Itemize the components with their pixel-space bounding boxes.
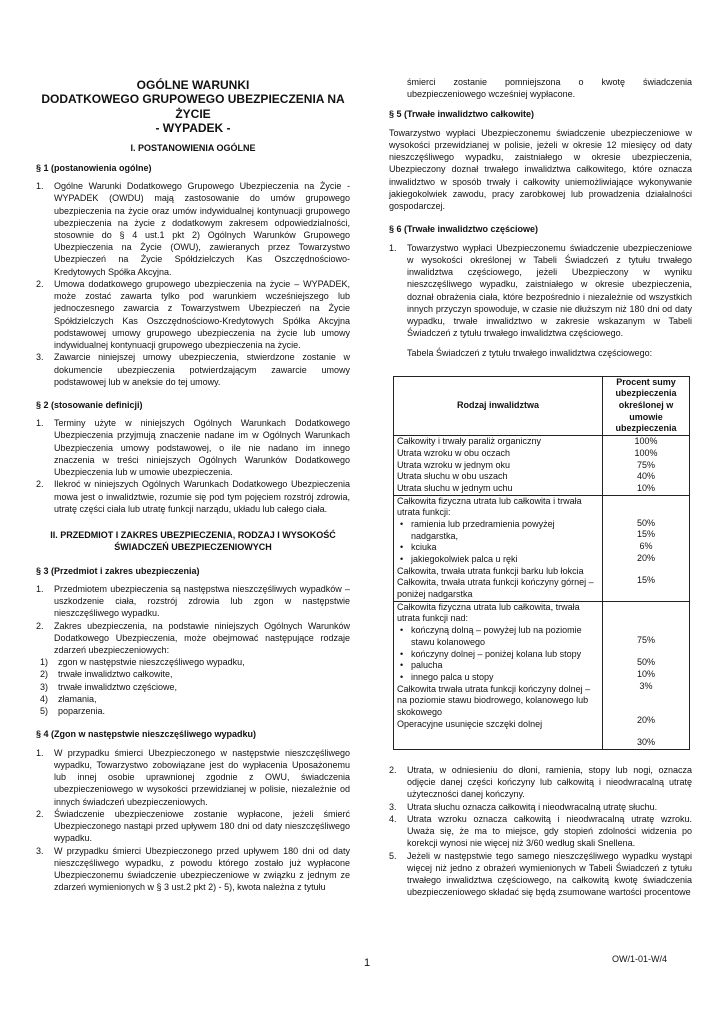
chapter-heading-2 bbox=[36, 529, 350, 553]
list-item: 2. Ilekroć w niniejszych Ogólnych Warunkach Dodatkowego Ubezpieczenia mowa jest o inwalidztwie, rozumie się pod tym pojęciem rozstrój zdrowia, utratę części ciała lub utratę funkcji narządu, układu lub całego ciała. bbox=[36, 479, 350, 514]
section-heading-3: § 3 (Przedmiot i zakres ubezpieczenia) bbox=[36, 565, 200, 576]
list-item: 2. Zakres ubezpieczenia, na podstawie niniejszych Ogólnych Warunków Dodatkowego Ubezpieczenia, może obejmować następujące rodzaje zdarzeń ubezpieczeniowych: bbox=[36, 620, 350, 655]
list-item: 1) zgon w następstwie nieszczęśliwego wypadku, bbox=[40, 657, 245, 668]
table-row bbox=[394, 601, 690, 749]
table-row bbox=[394, 436, 690, 495]
document-code: OW/1-01-W/4 bbox=[612, 954, 668, 964]
table-cell-percent: 100% 100% 75% 40% 10% bbox=[603, 436, 690, 495]
table-header-row bbox=[394, 376, 690, 435]
section-6-list-continued bbox=[389, 764, 692, 899]
table-header-cell: Procent sumy ubezpieczenia określonej w umowie ubezpieczenia bbox=[603, 376, 690, 435]
list-item: 2. Świadczenie ubezpieczeniowe zostanie wypłacone, jeżeli śmierć Ubezpieczonego nastąpi przed upływem 180 dni od daty nieszczęśliwego wypadku. bbox=[36, 808, 350, 844]
chapter-heading-1: I. POSTANOWIENIA OGÓLNE bbox=[130, 142, 256, 153]
list-item: 1. Terminy użyte w niniejszych Ogólnych Warunkach Dodatkowego Ubezpieczenia przyjmują znaczenie nadane im w Ogólnych Warunkach Ubezpieczenia umowy podstawowej, o ile nie nadano im innego znaczenia w treści niniejszych Ogólnych Warunków Dodatkowego Ubezpieczenia lub w umowie ubezpieczenia. bbox=[36, 418, 350, 478]
right-column bbox=[389, 76, 692, 898]
list-item: 3. Zawarcie niniejszej umowy ubezpieczenia, stwierdzone zostanie w dokumencie ubezpieczenia potwierdzającym zawarcie umowy podstawowej lub w aneksie do tej umowy. bbox=[36, 352, 350, 387]
list-item: 5. Jeżeli w następstwie tego samego nieszczęśliwego wypadku wystąpi więcej niż jedno z obrażeń wymienionych w Tabeli Świadczeń z tytułu trwałego inwalidztwa częściowego, na całkowitą kwotę świadczenia ubezpieczeniowego składać się będą zsumowane wartości procentowe bbox=[389, 850, 692, 898]
section-heading-6: § 6 (Trwałe inwalidztwo częściowe) bbox=[389, 224, 539, 235]
section-2-list bbox=[36, 417, 350, 515]
left-column bbox=[36, 78, 350, 893]
table-cell-percent: 75% 50% 10% 3% 20% 30% bbox=[603, 601, 690, 749]
section-4-list bbox=[36, 747, 350, 894]
document-title-line4: - WYPADEK - bbox=[155, 121, 231, 136]
section-3-sublist bbox=[36, 656, 350, 717]
list-item: 3) trwałe inwalidztwo częściowe, bbox=[40, 681, 178, 692]
section-heading-4: § 4 (Zgon w następstwie nieszczęśliwego wypadku) bbox=[36, 729, 257, 740]
page-number: 1 bbox=[364, 957, 371, 969]
list-item: 1. W przypadku śmierci Ubezpieczonego w następstwie nieszczęśliwego wypadku, Towarzystwo zobowiązane jest do wypłacenia Uposażonemu lub innej osobie uprawnionej zgodnie z OWU, świadczenia ubezpieczeniowego w wysokości przewidzianej w polisie, niezależnie od innych świadczeń ubezpieczeniowych. bbox=[36, 747, 350, 807]
list-item: 1. Towarzystwo wypłaci Ubezpieczonemu świadczenie ubezpieczeniowe w wysokości określonej w Tabeli Świadczeń z tytułu trwałego inwalidztwa częściowego, jeżeli Ubezpieczony w wyniku nieszczęśliwego wypadku, zaistniałego w okresie ubezpieczenia, doznał obrażenia ciała, które bezpośrednio i niezależnie od wszystkich innych przyczyn spowoduje, w czasie nie dłuższym niż 180 dni od daty wypadku, trwałe inwalidztwo w zakresie wskazanym w Tabeli Świadczeń z tytułu trwałego inwalidztwa częściowego. bbox=[389, 242, 692, 339]
table-caption: Tabela Świadczeń z tytułu trwałego inwalidztwa częściowego: bbox=[407, 348, 653, 359]
table-cell-percent: 50% 15% 6% 20% 15% bbox=[603, 495, 690, 601]
section-1-list bbox=[36, 180, 350, 388]
table-cell-type: Całkowita fizyczna utrata lub całkowita i trwała utrata funkcji: • ramienia lub przedramienia powyżej nadgarstka, • kciuka • jakiegokolwiek palca u ręki Całkowita, trwała utrata funkcji barku lub łokcia Całkowita, trwała utrata funkcji kończyny górnej – poniżej nadgarstka bbox=[394, 495, 603, 601]
list-item: 2) trwałe inwalidztwo całkowite, bbox=[40, 669, 173, 680]
section-heading-5: § 5 (Trwałe inwalidztwo całkowite) bbox=[389, 109, 535, 120]
section-3-list bbox=[36, 583, 350, 656]
section-4-continuation bbox=[389, 76, 692, 100]
list-item: 1. Ogólne Warunki Dodatkowego Grupowego Ubezpieczenia na Życie - WYPADEK (OWDU) mają zastosowanie do umów grupowego ubezpieczenia na życie oraz umów indywidualnej kontynuacji grupowego ubezpieczenia na życie z dodatkowym zakresem odpowiedzialności, stosownie do § 4 ust.1 pkt 2) Ogólnych Warunków Grupowego Ubezpieczenia na Życie (OWU), zawieranych przez Towarzystwo Ubezpieczeń na Życie Spółdzielczych Kas Oszczędnościowo-Kredytowych Spółka Akcyjna. bbox=[36, 181, 350, 277]
list-item: 4. Utrata wzroku oznacza całkowitą i nieodwracalną utratę wzroku. Uważa się, że ma to miejsce, gdy stopień zdolności widzenia po korekcji wynosi nie więcej niż 3/60 według skali Snellena. bbox=[389, 813, 692, 849]
table-cell-type: Całkowity i trwały paraliż organiczny Utrata wzroku w obu oczach Utrata wzroku w jednym oku Utrata słuchu w obu uszach Utrata słuchu w jednym uchu bbox=[394, 436, 603, 495]
table-cell-type: Całkowita fizyczna utrata lub całkowita, trwała utrata funkcji nad: • kończyną dolną – powyżej lub na poziomie stawu kolanowego • kończyny dolnej – poniżej kolana lub stopy • palucha • innego palca u stopy Całkowita trwała utrata funkcji kończyny dolnej – na poziomie stawu biodrowego, kolanowego lub skokowego Operacyjne usunięcie szczęki dolnej bbox=[394, 601, 603, 749]
list-item: 2. Umowa dodatkowego grupowego ubezpieczenia na życie – WYPADEK, może zostać zawarta tylko pod warunkiem wcześniejszego lub jednoczesnego zawarcia z Towarzystwem Ubezpieczeń na Życie Spółdzielczych Kas Oszczędnościowo-Kredytowych Spółka Akcyjna podstawowej umowy grupowego ubezpieczenia na życie lub umowy indywidualnej kontynuacji grupowego ubezpieczenia na życie. bbox=[36, 278, 350, 351]
section-heading-1: § 1 (postanowienia ogólne) bbox=[36, 162, 152, 173]
table-header-cell: Rodzaj inwalidztwa bbox=[394, 376, 603, 435]
chapter-heading-2-line1: II. PRZEDMIOT I ZAKRES UBEZPIECZENIA, RODZAJ I WYSOKOŚĆ bbox=[50, 530, 336, 541]
table-row bbox=[394, 495, 690, 601]
list-item: 1. Przedmiotem ubezpieczenia są następstwa nieszczęśliwych wypadków – uszkodzenie ciała, rozstrój zdrowia lub zgon w następstwie nieszczęśliwego wypadku. bbox=[36, 583, 350, 619]
section-5-text: Towarzystwo wypłaci Ubezpieczonemu świadczenie ubezpieczeniowe w wysokości przewidzianej w polisie, jeżeli w okresie 12 miesięcy od daty nieszczęśliwego wypadku, zaistniałego w okresie ubezpieczenia, Ubezpieczony doznał trwałego inwalidztwa całkowitego, które oznacza inwalidztwo w sposób trwały i całkowity uniemożliwiające wykonywanie jakiegokolwiek zawodu, pracy zarobkowej lub prowadzenia działalności gospodarczej. bbox=[389, 127, 692, 212]
section-heading-2: § 2 (stosowanie definicji) bbox=[36, 400, 143, 411]
document-title-line1: OGÓLNE WARUNKI bbox=[136, 78, 250, 92]
section-6-list bbox=[389, 242, 692, 340]
list-item: 5) poparzenia. bbox=[40, 706, 106, 717]
chapter-heading-2-line2: ŚWIADCZEŃ UBEZPIECZENIOWYCH bbox=[114, 542, 272, 553]
benefits-table bbox=[393, 376, 690, 750]
document-title-line3: ŻYCIE bbox=[175, 106, 211, 121]
list-item: 3. W przypadku śmierci Ubezpieczonego przed upływem 180 dni od daty nieszczęśliwego wypadku, z powodu którego zostało już wypłacone Ubezpieczonemu świadczenie ubezpieczeniowe w związku z jednym ze zdarzeń wymienionych w § 3 ust.2 pkt 2) - 5), kwota należna z tytułu bbox=[36, 845, 350, 893]
list-item: 4) złamania, bbox=[40, 693, 97, 704]
document-title-line2: DODATKOWEGO GRUPOWEGO UBEZPIECZENIA NA bbox=[41, 92, 345, 107]
list-item: 3. Utrata słuchu oznacza całkowitą i nieodwracalną utratę słuchu. bbox=[389, 801, 658, 812]
list-item: 2. Utrata, w odniesieniu do dłoni, ramienia, stopy lub nogi, oznacza odjęcie danej części kończyny lub całkowitą i nieodwracalną utratę użyteczności danej kończyny. bbox=[389, 764, 692, 800]
list-item-continuation: śmierci zostanie pomniejszona o kwotę świadczenia ubezpieczeniowego wcześniej wypłacone. bbox=[407, 77, 692, 100]
